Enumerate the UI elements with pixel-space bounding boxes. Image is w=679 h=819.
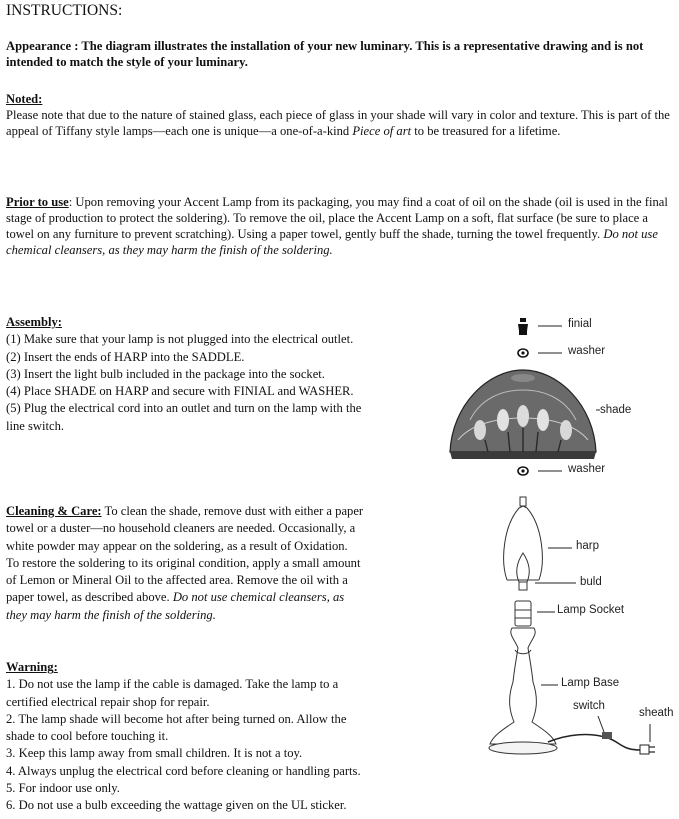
cleaning-line: towel or a duster—no household cleaners are needed. Occasionally, a [6,521,356,536]
page-title: INSTRUCTIONS: [6,2,123,19]
warning-item: certified electrical repair shop for repair. [6,694,210,709]
warning-item: 6. Do not use a bulb exceeding the wattage given on the UL sticker. [6,798,347,813]
lamp-socket-icon [515,601,531,626]
appearance-text: The diagram illustrates the installation of your new luminary. This is a representative drawing and is not intended to match the style of your luminary. [6,39,644,69]
washer-icon [518,467,528,475]
lamp-diagram [440,305,676,760]
warning-item: 3. Keep this lamp away from small children. It is not a toy. [6,746,303,761]
switch-label: switch [573,700,605,712]
finial-label: finial [568,318,592,330]
warning-item: 1. Do not use the lamp if the cable is damaged. Take the lamp to a [6,677,339,692]
appearance-paragraph [6,38,674,70]
lamp-base-icon [489,628,557,754]
cleaning-section [6,503,363,624]
appearance-label: Appearance : [6,39,79,53]
cleaning-line: paper towel, as described above. Do not use chemical cleansers, as [6,590,345,605]
assembly-item: (3) Insert the light bulb included in the package into the socket. [6,366,325,381]
cleaning-line: white powder may appear on the soldering, as a result of Oxidation. [6,538,348,553]
washer-label: washer [568,463,606,475]
cleaning-line: Cleaning & Care: To clean the shade, remove dust with either a paper [6,504,364,518]
socket-label: Lamp Socket [557,604,625,616]
stained-glass-shade [450,370,596,459]
noted-heading: Noted: [6,92,43,106]
cleaning-heading: Cleaning & Care: [6,504,102,518]
warning-item: 2. The lamp shade will become hot after being turned on. Allow the [6,711,347,726]
cleaning-line: of Lemon or Mineral Oil to the affected area. Remove the oil with a [6,573,348,588]
assembly-item: (1) Make sure that your lamp is not plugged into the electrical outlet. [6,332,354,347]
warning-item: shade to cool before touching it. [6,729,169,744]
washer-label: washer [568,345,606,357]
assembly-item: (5) Plug the electrical cord into an outlet and turn on the lamp with the [6,401,362,416]
bulb-icon [517,553,529,590]
assembly-item: (4) Place SHADE on HARP and secure with FINIAL and WASHER. [6,384,354,399]
assembly-heading: Assembly: [6,315,62,329]
warning-item: 4. Always unplug the electrical cord before cleaning or handling parts. [6,763,361,778]
assembly-item: line switch. [6,418,65,433]
finial-icon [518,318,528,335]
warning-heading: Warning: [6,660,58,674]
harp-icon [504,497,543,580]
shade-label: shade [600,404,632,416]
prior-text: : Upon removing your Accent Lamp from its packaging, you may find a coat of oil on the shade (oil is used in the final stage of production to protect the soldering). To remove the oil, place the Accent Lamp on a soft, flat surface (be sure to place a towel on any furniture to prevent scratching). Using a paper towel, gently buff the shade, turning the towel frequently. [6,195,668,241]
prior-section [6,194,674,258]
warning-item: 5. For indoor use only. [6,781,120,796]
base-label: Lamp Base [561,677,620,689]
washer-icon [518,349,528,357]
harp-label: harp [576,540,600,552]
noted-text: Please note that due to the nature of stained glass, each piece of glass in your shade will vary in color and texture. This is part of the appeal of Tiffany style lamps—each one is unique—a one-of-a-kind Piece of art to be treasured for a lifetime. [6,108,670,138]
prior-italic: Do not use chemical cleansers, as they may harm the finish of the soldering. [6,227,658,257]
plug-icon [640,745,655,754]
bulb-label: buld [580,576,602,588]
sheath-label: sheath [639,707,674,719]
noted-section [6,91,674,139]
power-cord [548,735,640,750]
warning-section [6,659,361,815]
switch-icon [602,732,612,739]
cleaning-line: they may harm the finish of the soldering. [6,607,216,622]
cleaning-line: To restore the soldering to its original condition, apply a small amount [6,555,361,570]
assembly-section [6,314,361,435]
assembly-item: (2) Insert the ends of HARP into the SADDLE. [6,349,245,364]
prior-heading: Prior to use [6,195,69,209]
